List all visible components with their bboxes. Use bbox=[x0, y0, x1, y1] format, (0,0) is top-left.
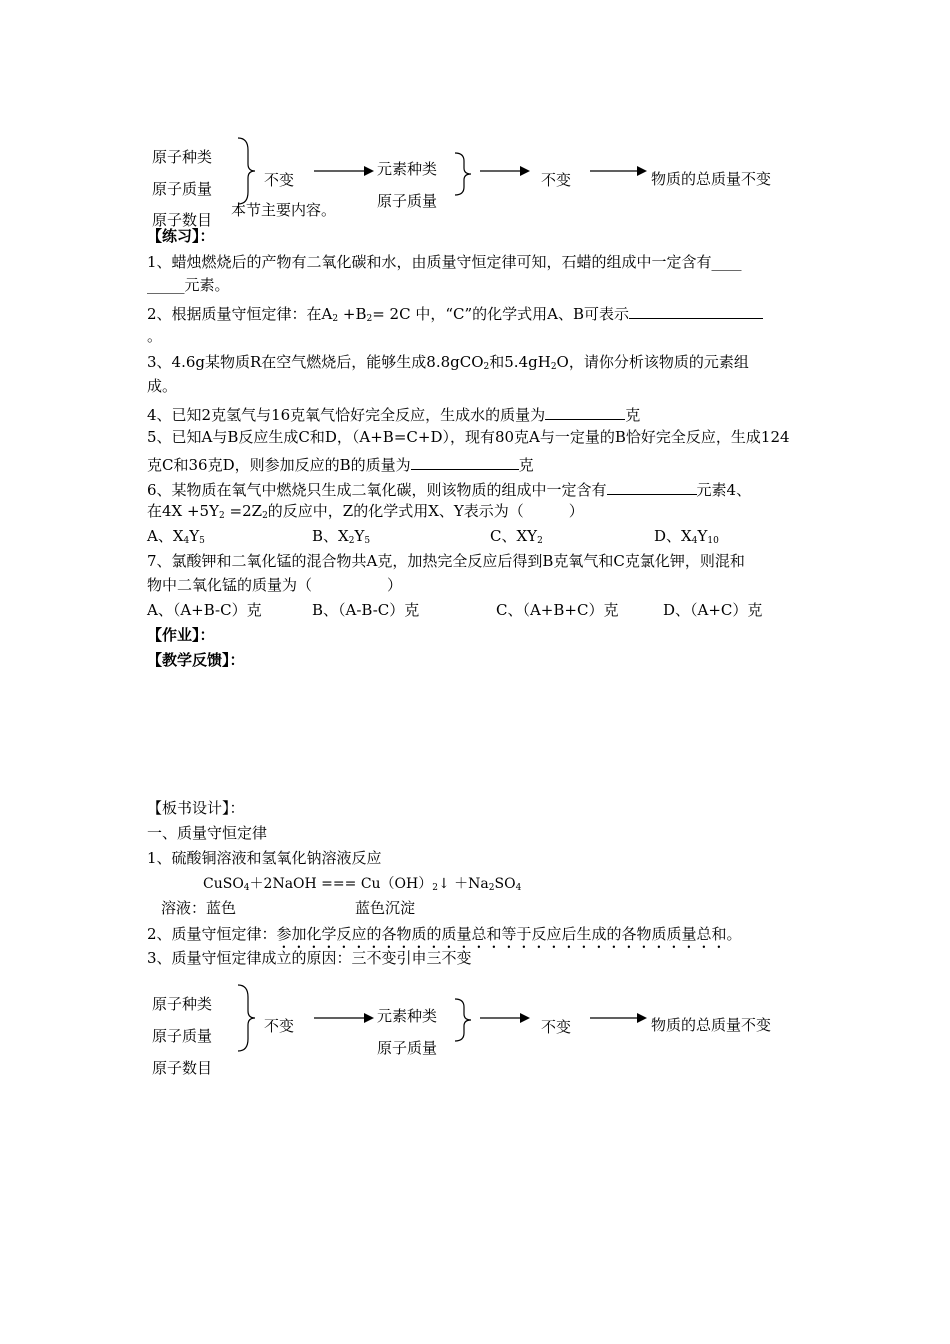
option-d[interactable]: D、$X_4Y_{10}$ bbox=[654, 527, 719, 546]
unchanged-label: 不变 bbox=[541, 171, 572, 189]
result-label: 物质的总质量不变 bbox=[651, 1016, 772, 1034]
board-line-1: 一、质量守恒定律 bbox=[147, 824, 268, 842]
arrow-right-icon bbox=[314, 1012, 374, 1024]
unchanged-label: 不变 bbox=[264, 171, 295, 189]
practice-heading: 【练习】： bbox=[147, 227, 215, 245]
unchanged-label: 不变 bbox=[541, 1018, 572, 1036]
result-label: 物质的总质量不变 bbox=[651, 170, 772, 188]
solution-label: 溶液：蓝色 bbox=[161, 899, 237, 917]
answer-blank[interactable] bbox=[629, 304, 763, 319]
option-c[interactable]: C、（A+B+C）克 bbox=[496, 601, 619, 619]
overlay-text: 本节主要内容。 bbox=[231, 201, 337, 219]
answer-blank[interactable] bbox=[545, 405, 625, 420]
right-brace-icon bbox=[453, 997, 475, 1043]
question-5-cont: 克C和36克D，则参加反应的B的质量为 克 bbox=[147, 456, 534, 474]
option-b[interactable]: B、$X_2Y_5$ bbox=[312, 527, 371, 546]
question-2: 2、根据质量守恒定律：在$A_2 +B_2= 2C$ 中，“C”的化学式用A、B可表示 bbox=[147, 304, 763, 324]
diagram1-middle-item: 原子质量 bbox=[377, 192, 438, 210]
right-brace-icon bbox=[453, 151, 475, 197]
diagram1-left-item: 原子数目 bbox=[152, 211, 213, 229]
arrow-right-icon bbox=[480, 1012, 530, 1024]
homework-heading: 【作业】： bbox=[147, 626, 215, 644]
question-2-end: 。 bbox=[147, 327, 163, 345]
arrow-right-icon bbox=[590, 165, 647, 177]
feedback-heading: 【教学反馈】： bbox=[147, 651, 245, 669]
diagram1-middle-item: 元素种类 bbox=[377, 160, 438, 178]
option-d[interactable]: D、（A+C）克 bbox=[663, 601, 763, 619]
diagram2-left-item: 原子种类 bbox=[152, 995, 213, 1013]
answer-blank[interactable] bbox=[411, 455, 519, 470]
board-line-5: 3、质量守恒定律成立的原因：三不变引申三不变 bbox=[147, 949, 472, 967]
question-6: 6、某物质在氧气中燃烧只生成二氧化碳，则该物质的组成中一定含有 元素4、 bbox=[147, 481, 752, 499]
diagram2-left-item: 原子数目 bbox=[152, 1059, 213, 1077]
question-3-cont: 成。 bbox=[147, 377, 178, 395]
question-7: 7、氯酸钾和二氧化锰的混合物共A克，加热完全反应后得到B克氧气和C克氯化钾，则混和 bbox=[147, 552, 745, 570]
option-b[interactable]: B、（A-B-C）克 bbox=[312, 601, 420, 619]
arrow-right-icon bbox=[590, 1012, 647, 1024]
answer-blank[interactable] bbox=[607, 480, 697, 495]
question-7-cont: 物中二氧化锰的质量为（ ） bbox=[147, 576, 403, 594]
option-a[interactable]: A、（A+B-C）克 bbox=[147, 601, 262, 619]
unchanged-label: 不变 bbox=[264, 1017, 295, 1035]
diagram1-left-item: 原子质量 bbox=[152, 180, 213, 198]
precipitate-label: 蓝色沉淀 bbox=[355, 899, 416, 917]
question-1-cont: _____元素。 bbox=[147, 276, 230, 294]
arrow-right-icon bbox=[314, 165, 374, 177]
question-6-cont: 在$4X +5Y_2 =2Z_2$的反应中，Z的化学式用X、Y表示为（ ） bbox=[147, 502, 584, 521]
right-brace-icon bbox=[236, 983, 258, 1053]
board-line-4: 2、质量守恒定律：参加化学反应的各物质的质量总和等于反应后生成的各物质质量总和。 bbox=[147, 925, 742, 943]
board-heading: 【板书设计】： bbox=[147, 799, 245, 817]
question-4: 4、已知2克氢气与16克氧气恰好完全反应，生成水的质量为 克 bbox=[147, 406, 641, 424]
diagram2-left-item: 原子质量 bbox=[152, 1027, 213, 1045]
diagram2-middle-item: 元素种类 bbox=[377, 1007, 438, 1025]
chemical-equation: CuSO$_4$＋2NaOH === $Cu(OH)_2↓ +Na_2SO_4$ bbox=[203, 876, 522, 893]
option-a[interactable]: A、$X_4Y_5$ bbox=[147, 527, 205, 546]
board-line-2: 1、硫酸铜溶液和氢氧化钠溶液反应 bbox=[147, 849, 382, 867]
diagram2-middle-item: 原子质量 bbox=[377, 1039, 438, 1057]
question-1: 1、蜡烛燃烧后的产物有二氧化碳和水，由质量守恒定律可知，石蜡的组成中一定含有____ bbox=[147, 253, 742, 271]
diagram1-left-item: 原子种类 bbox=[152, 148, 213, 166]
right-brace-icon bbox=[236, 136, 258, 206]
question-5: 5、已知A与B反应生成C和D，（A+B=C+D），现有80克A与一定量的B恰好完全反应，生成124 bbox=[147, 428, 790, 446]
arrow-right-icon bbox=[480, 165, 530, 177]
question-3: 3、4.6g某物质R在空气燃烧后，能够生成8.8gCO$_2$和$5.4gH_2O$，请你分析该物质的元素组 bbox=[147, 353, 749, 372]
option-c[interactable]: C、$XY_2$ bbox=[490, 527, 543, 546]
